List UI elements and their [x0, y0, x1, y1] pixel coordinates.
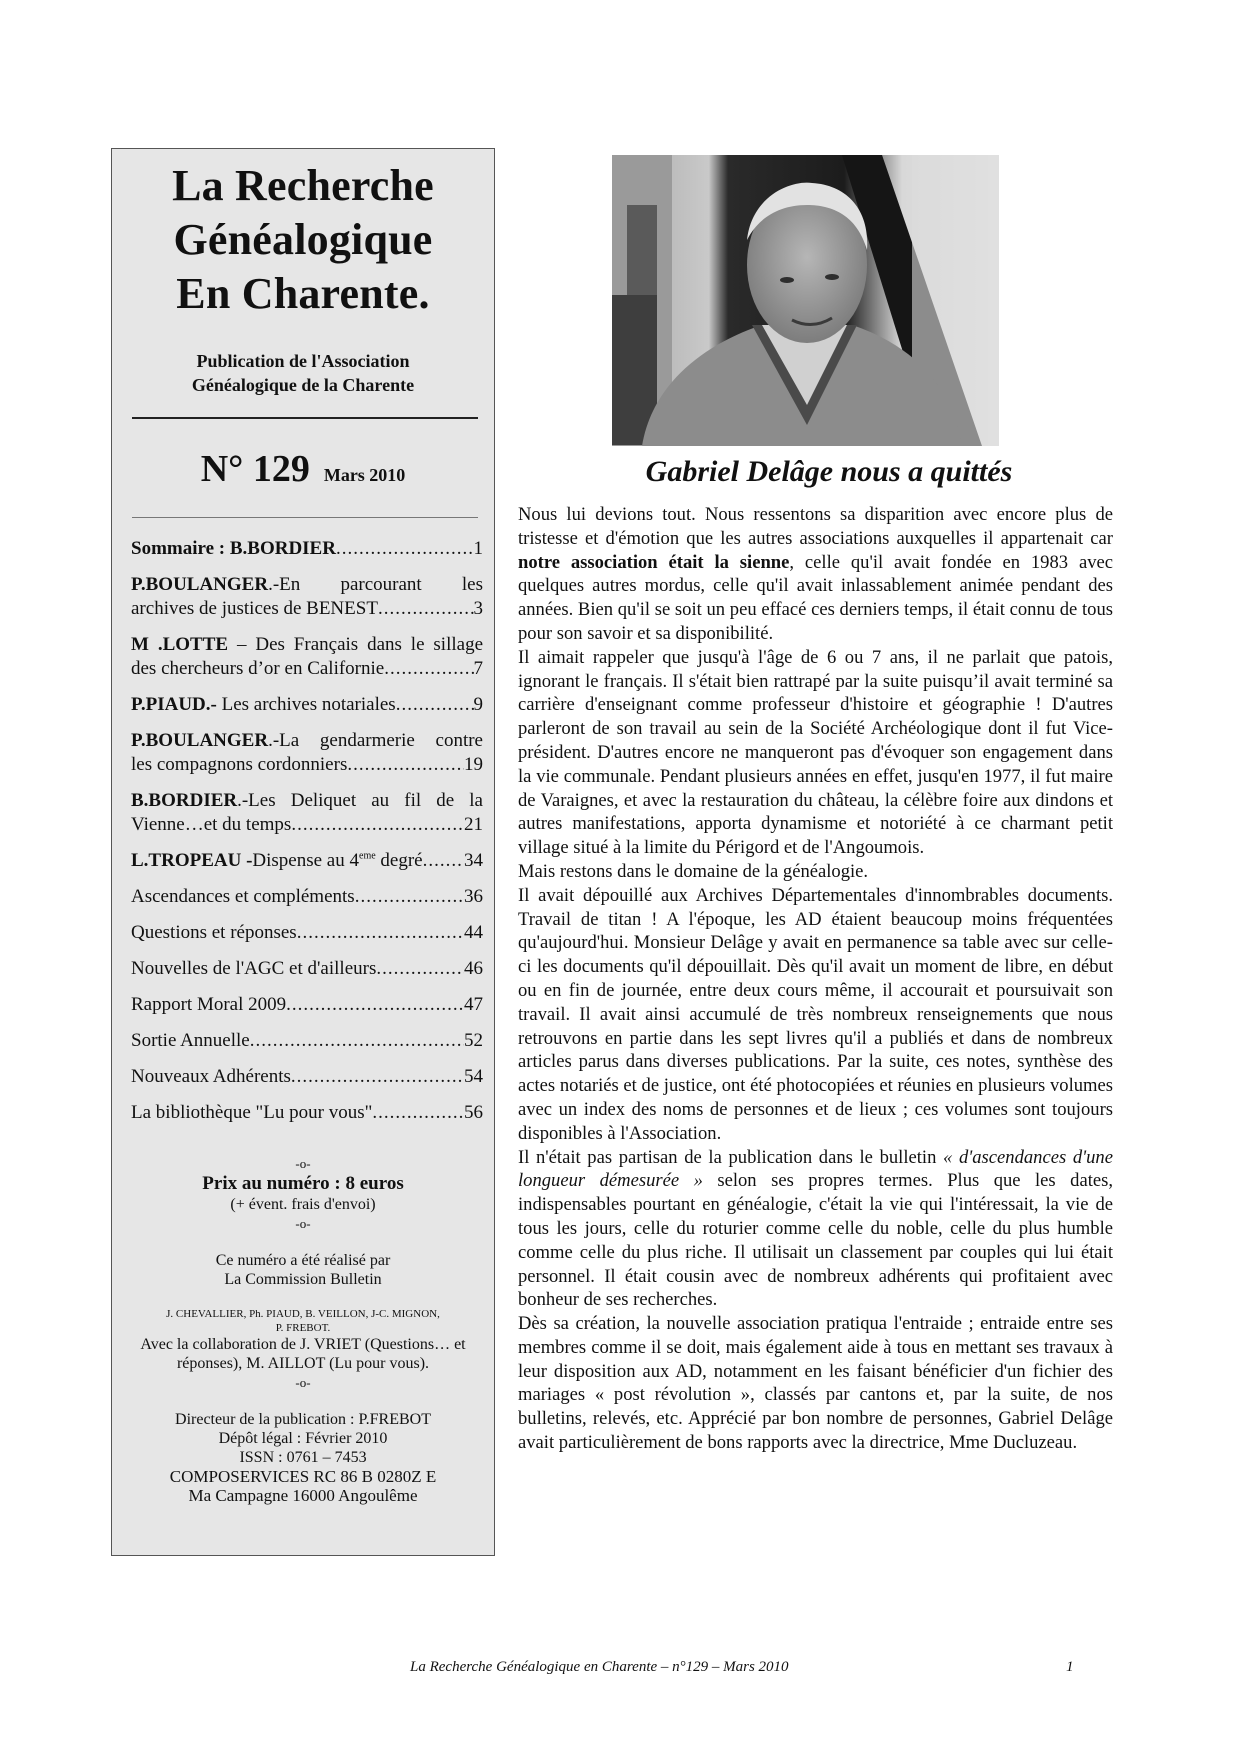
toc-title: Ascendances et compléments: [131, 886, 355, 907]
toc-title: Les archives notariales: [216, 694, 396, 715]
toc-entry[interactable]: [131, 789, 483, 837]
made-by: La Commission Bulletin: [224, 1271, 382, 1288]
title-line: En Charente.: [176, 269, 430, 318]
superscript: eme: [359, 850, 376, 862]
toc-title: des chercheurs d’or en Californie: [131, 658, 385, 679]
article-title: Gabriel Delâge nous a quittés: [645, 455, 1013, 488]
issue-info: [112, 447, 494, 491]
page-number: 1: [1066, 1659, 1074, 1675]
separator: -o-: [295, 1375, 311, 1390]
text: Nous lui devions tout. Nous ressentons sa disparition avec encore plus de tristesse et d'émotion que les autres associations auxquelles il appartenait car: [518, 504, 1113, 549]
price: Prix au numéro : 8 euros: [202, 1173, 404, 1194]
leader-dots: [286, 993, 464, 1017]
toc-entry[interactable]: [131, 693, 483, 717]
article-paragraph: Il aimait rappeler que jusqu'à l'âge de 6 ou 7 ans, il ne parlait que patois, ignorant le français. Il s'était bien rattrapé par la suite puisqu’il avait terminé sa carrière d'enseignant comme professeur d'histoire et géographie ! D'autres parleront de son travail au sein de la Société Archéologique dont il fut Vice-président. D'autres encore ne manqueront pas d'évoquer son engagement dans la vie communale. Pendant plusieurs années en effet, jusqu'en 1977, il fut maire de Varaignes, et avec la restauration du château, la célèbre foire aux dindons et autres manifestations, apporta dynamisme et notoriété à ce charmant petit village situé à la limite du Périgord et de l'Angoumois.: [518, 646, 1113, 859]
leader-dots: [355, 885, 464, 909]
toc-page: 19: [464, 754, 483, 775]
article-paragraph: [518, 1146, 1113, 1313]
toc-page: 47: [464, 994, 483, 1015]
toc-title: Sortie Annuelle: [131, 1030, 250, 1051]
title-line: La Recherche: [172, 161, 434, 210]
article-paragraph: [518, 503, 1113, 646]
toc-author: M .LOTTE: [131, 634, 229, 655]
publication-subtitle: [112, 349, 494, 397]
subtitle-line: Généalogique de la Charente: [191, 375, 415, 395]
article-paragraph: Dès sa création, la nouvelle association pratiqua l'entraide ; entraide entre ses membres comme il se doit, mais également aide à tous en mettant ses travaux à leur disposition aux AD, notamment en les faisant bénéficier d'un fichier des mariages « post révolution », classés par cantons et, par la suite, de nos bulletins, relevés, etc. Apprécié par bon nombre de personnes, Gabriel Delâge avait particulièrement de bons rapports avec la directrice, Mme Ducluzeau.: [518, 1313, 1113, 1454]
toc-title: .-La gendarmerie contre: [268, 730, 483, 751]
toc-entry[interactable]: [131, 849, 483, 873]
printer: COMPOSERVICES RC 86 B 0280Z E: [169, 1467, 437, 1486]
toc-entry[interactable]: [131, 921, 483, 945]
collaborators: Avec la collaboration de J. VRIET (Questions… et: [140, 1336, 466, 1353]
text: selon ses propres termes. Plus que les dates, indispensables pourtant en généalogie, c'était la vie qui l'intéressait, la vie de tous les jours, celle du roturier comme celle du noble, celle du plus humble comme celle du plus riche. Il utilisait un classement par couples qui lui était personnel. Il était cousin avec de nombreux adhérents qui profitaient avec bonheur de ses recherches.: [518, 1170, 1113, 1311]
toc-entry[interactable]: [131, 729, 483, 777]
legal-deposit: Dépôt légal : Février 2010: [218, 1430, 388, 1447]
portrait-photo: [612, 155, 999, 446]
toc-title: archives de justices de BENEST: [131, 598, 378, 619]
toc-title: Nouvelles de l'AGC et d'ailleurs: [131, 958, 377, 979]
toc-author: Sommaire : B.BORDIER: [131, 538, 336, 559]
toc-author: B.BORDIER: [131, 790, 238, 811]
toc-page: 54: [464, 1066, 483, 1087]
leader-dots: [291, 1065, 464, 1089]
toc-title: – Des Français dans le sillage: [228, 634, 483, 655]
toc-page: 56: [464, 1102, 483, 1123]
toc-page: 46: [464, 958, 483, 979]
title-line: Généalogique: [173, 215, 433, 264]
collaborators: réponses), M. AILLOT (Lu pour vous).: [176, 1355, 430, 1372]
credits-block: [122, 1154, 484, 1505]
price-note: (+ évent. frais d'envoi): [230, 1196, 376, 1213]
article-paragraph: Il avait dépouillé aux Archives Départementales d'innombrables documents. Travail de titan ! A l'époque, les AD étaient beaucoup moins fréquentées qu'aujourd'hui. Monsieur Delâge y avait en permanence sa table avec sur celle-ci les documents qu'il dépouillait. Dès qu'il avait un moment de libre, en début ou en fin de journée, entre deux cours même, il accourait et poursuivait son travail. Il avait ainsi accumulé de très nombreux renseignements que nous retrouvons en partie dans les sept livres qu'il a publiés et dans de nombreux articles parus dans diverses publications. Par la suite, ces notes, synthèse des actes notariés et de justice, ont été photocopiées et réunies en plusieurs volumes avec un index des noms de personnes et de lieux ; ces volumes sont toujours disponibles à l'Association.: [518, 884, 1113, 1144]
toc-page: 1: [473, 538, 483, 559]
toc-page: 9: [473, 694, 483, 715]
article-paragraph: Mais restons dans le domaine de la généalogie.: [518, 860, 869, 882]
text: , celle qu'il avait fondée en 1983 avec quelques autres mordus, celle qu'il avait inlassablement animée pendant des années. Bien qu'il se soit un peu effacé ces derniers temps, il était connu de tous pour son savoir et sa disponibilité.: [518, 551, 1113, 644]
toc-author: P.BOULANGER: [131, 730, 269, 751]
leader-dots: [378, 597, 474, 621]
toc-title: La bibliothèque "Lu pour vous": [131, 1102, 373, 1123]
toc-page: 44: [464, 922, 483, 943]
toc-title: les compagnons cordonniers: [131, 754, 348, 775]
issn: ISSN : 0761 – 7453: [239, 1449, 367, 1466]
toc-entry[interactable]: [131, 1029, 483, 1053]
toc-entry[interactable]: [131, 573, 483, 621]
toc-title: Dispense au 4: [252, 850, 359, 871]
toc-entry[interactable]: [131, 993, 483, 1017]
toc-author: P.PIAUD.-: [131, 694, 217, 715]
toc-title: .-En parcourant les: [268, 574, 483, 595]
toc-page: 36: [464, 886, 483, 907]
publication-title: [112, 159, 494, 321]
committee-members: P. FREBOT.: [275, 1322, 331, 1334]
leader-dots: [384, 657, 473, 681]
made-by: Ce numéro a été réalisé par: [215, 1252, 391, 1269]
toc-entry[interactable]: [131, 957, 483, 981]
leader-dots: [423, 849, 464, 873]
toc-title: Vienne…et du temps: [131, 814, 292, 835]
running-footer: La Recherche Généalogique en Charente – n°129 – Mars 2010: [410, 1659, 789, 1675]
divider: [132, 517, 478, 518]
article-body: [518, 503, 1113, 1455]
toc-title: .-Les Deliquet au fil de la: [237, 790, 483, 811]
committee-members: J. CHEVALLIER, Ph. PIAUD, B. VEILLON, J-C. MIGNON,: [166, 1308, 440, 1320]
toc-entry[interactable]: [131, 633, 483, 681]
separator: -o-: [295, 1156, 311, 1171]
divider: [132, 417, 478, 419]
toc-title: Questions et réponses: [131, 922, 297, 943]
toc-title: degré: [375, 850, 423, 871]
leader-dots: [396, 693, 474, 717]
text: Il n'était pas partisan de la publication dans le bulletin: [518, 1146, 944, 1168]
issue-date: Mars 2010: [323, 465, 406, 485]
toc-entry[interactable]: [131, 1101, 483, 1125]
toc-page: 34: [464, 850, 483, 871]
toc-page: 3: [473, 598, 483, 619]
leader-dots: [347, 753, 464, 777]
toc-author: L.TROPEAU -: [131, 850, 253, 871]
toc-page: 21: [464, 814, 483, 835]
quotation: « d'ascendances d'une longueur démesurée »: [518, 1146, 1113, 1192]
toc-page: 7: [473, 658, 483, 679]
subtitle-line: Publication de l'Association: [196, 351, 410, 371]
toc-page: 52: [464, 1030, 483, 1051]
toc-author: P.BOULANGER: [131, 574, 269, 595]
address: Ma Campagne 16000 Angoulême: [188, 1486, 418, 1505]
issue-number: N° 129: [200, 448, 310, 490]
toc-entry[interactable]: [131, 885, 483, 909]
toc-title: Nouveaux Adhérents: [131, 1066, 291, 1087]
emphasis: notre association était la sienne: [518, 551, 790, 573]
masthead-box: [111, 148, 495, 1556]
leader-dots: [291, 813, 464, 837]
leader-dots: [250, 1029, 464, 1053]
leader-dots: [372, 1101, 464, 1125]
leader-dots: [376, 957, 464, 981]
toc-entry[interactable]: [131, 1065, 483, 1089]
leader-dots: [297, 921, 464, 945]
toc-title: Rapport Moral 2009: [131, 994, 287, 1015]
table-of-contents: [131, 537, 483, 1137]
separator: -o-: [295, 1216, 311, 1231]
toc-entry[interactable]: [131, 537, 483, 561]
publication-director: Directeur de la publication : P.FREBOT: [175, 1411, 431, 1428]
leader-dots: [336, 537, 474, 561]
